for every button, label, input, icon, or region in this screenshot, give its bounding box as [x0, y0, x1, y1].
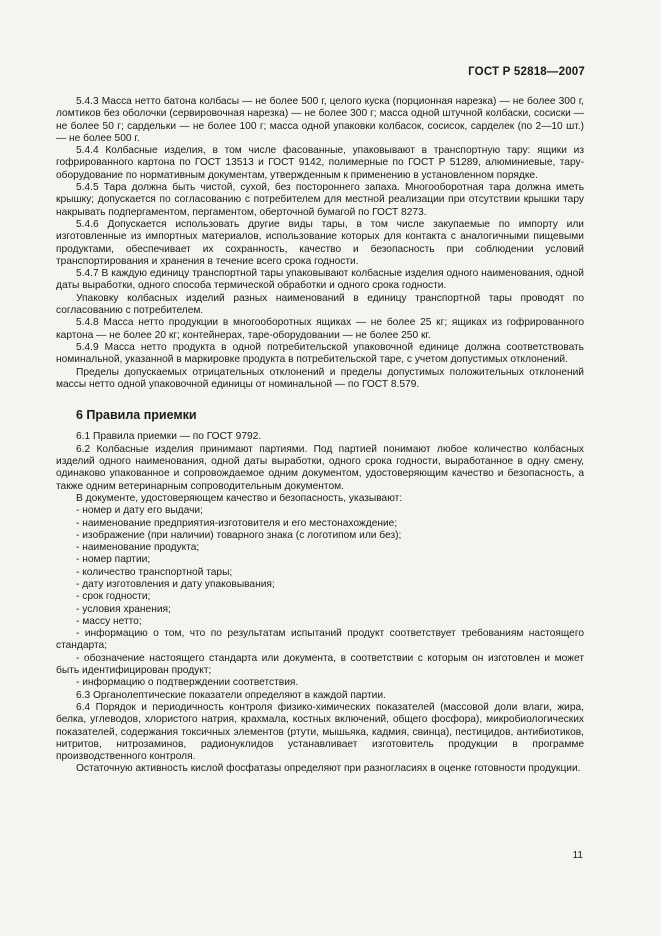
paragraph-6-4: 6.4 Порядок и периодичность контроля физико-химических показателей (массовой доли влаги, жира, белка, углеводов, хлористого натрия, крахмала, костных включений, общего фосфора), микробиологических показателей, содержания токсичных элементов (ртути, мышьяка, кадмия, свинца), пестицидов, антибиотиков, нитритов, нитрозаминов, радионуклидов устанавливает изготовитель продукции в программе производственного контроля.	[56, 701, 584, 763]
section-title: 6 Правила приемки	[76, 408, 197, 423]
paragraph-5-4-9-note: Пределы допускаемых отрицательных отклонений и пределы допустимых положительных отклонений массы нетто одной упаковочной единицы от номинальной — по ГОСТ 8.579.	[56, 366, 584, 390]
list-item: - номер и дату его выдачи;	[76, 505, 203, 517]
list-item: - наименование продукта;	[76, 542, 200, 554]
standard-header: ГОСТ Р 52818—2007	[468, 66, 585, 78]
paragraph-phosphatase: Остаточную активность кислой фосфатазы определяют при разногласиях в оценке готовности продукции.	[76, 763, 581, 775]
paragraph-document-intro: В документе, удостоверяющем качество и безопасность, указывают:	[76, 492, 403, 504]
requirements-list	[56, 505, 584, 689]
list-item: - изображение (при наличии) товарного знака (с логотипом или без);	[76, 529, 402, 541]
list-item: - информацию о том, что по результатам испытаний продукт соответствует требованиям настоящего стандарта;	[56, 628, 584, 652]
page-number: 11	[572, 850, 583, 861]
list-item: - срок годности;	[76, 591, 151, 603]
paragraph-6-2: 6.2 Колбасные изделия принимают партиями. Под партией понимают любое количество колбасных изделий одного наименования, одной даты выработки, одного срока годности, выработанное в одну смену, одинаково упакованное и сопровождаемое одним документом, удостоверяющим качество и безопасность, а также одним ветеринарным сопроводительным документом.	[56, 443, 584, 492]
paragraph-5-4-7-note: Упаковку колбасных изделий разных наименований в единицу транспортной тары проводят по согласованию с потребителем.	[56, 292, 584, 317]
list-item: - информацию о подтверждении соответствия.	[76, 677, 299, 689]
list-item: - обозначение настоящего стандарта или документа, в соответствии с которым он изготовлен и может быть идентифицирован продукт;	[56, 652, 584, 677]
paragraph-5-4-4: 5.4.4 Колбасные изделия, в том числе фасованные, упаковывают в транспортную тару: ящики из гофрированного картона по ГОСТ 13513 и ГОСТ 9142, полимерные по ГОСТ Р 51289, алюминиевые, тару-оборудование по нормативным документам, утвержденным к применению в установленном порядке.	[56, 145, 584, 181]
paragraph-5-4-9: 5.4.9 Масса нетто продукта в одной потребительской упаковочной единице должна соответствовать номинальной, указанной в маркировке продукта в потребительской таре, с учетом допустимых отклонений.	[56, 341, 584, 366]
list-item: - наименование предприятия-изготовителя и его местонахождение;	[76, 517, 398, 529]
paragraph-5-4-7: 5.4.7 В каждую единицу транспортной тары упаковывают колбасные изделия одного наименования, одной даты выработки, одного способа термической обработки и одного срока годности.	[56, 268, 584, 292]
paragraph-5-4-6: 5.4.6 Допускается использовать другие виды тары, в том числе закупаемые по импорту или изготовленные из импортных материалов, использование которых для контакта с аналогичными пищевыми продуктами, обеспечивает их сохранность, качество и безопасность при соблюдении условий транспортирования и хранения в течение всего срока годности.	[56, 218, 584, 267]
list-item: - дату изготовления и дату упаковывания;	[76, 578, 275, 590]
paragraph-5-4-3: 5.4.3 Масса нетто батона колбасы — не более 500 г, целого куска (порционная нарезка) — не более 300 г, ломтиков без оболочки (сервировочная нарезка) — не более 300 г; масса одной штучной колбаски, сосиски — не более 50 г; сардельки — не более 100 г; масса одной упаковки колбасок, сосисок, сарделек (по 2—10 шт.) — не более 500 г.	[56, 96, 584, 144]
list-item: - номер партии;	[76, 554, 151, 566]
page-content	[56, 96, 584, 776]
paragraph-6-3: 6.3 Органолептические показатели определяют в каждой партии.	[76, 689, 386, 701]
paragraph-5-4-5: 5.4.5 Тара должна быть чистой, сухой, без постороннего запаха. Многооборотная тара должна иметь крышку; допускается по согласованию с потребителем для местной реализации при отсутствии крышки тару накрывать подпергаментом, пергаментом, оберточной бумагой по ГОСТ 8273.	[56, 182, 584, 218]
list-item: - массу нетто;	[76, 615, 142, 627]
list-item: - количество транспортной тары;	[76, 566, 233, 578]
paragraph-6-1: 6.1 Правила приемки — по ГОСТ 9792.	[76, 431, 262, 443]
list-item: - условия хранения;	[76, 603, 171, 615]
paragraph-5-4-8: 5.4.8 Масса нетто продукции в многооборотных ящиках — не более 25 кг; ящиках из гофрированного картона — не более 20 кг; контейнерах, таре-оборудовании — не более 250 кг.	[56, 317, 584, 341]
